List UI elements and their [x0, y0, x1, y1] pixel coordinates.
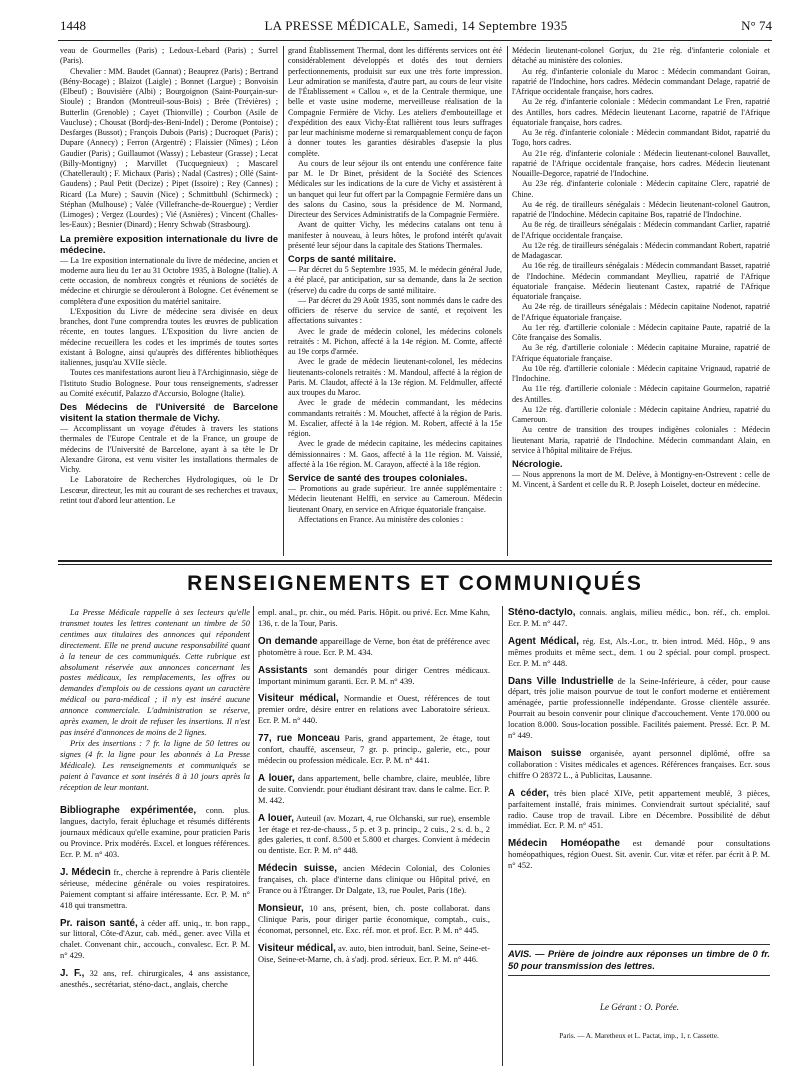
section-heading: Des Médecins de l'Université de Barcelone visitent la station thermale de Vichy.: [60, 402, 278, 423]
ad-keyword: Monsieur,: [258, 902, 304, 914]
paragraph: Au 12e rég. de tirailleurs sénégalais : Médecin commandant Robert, rapatrié de Madagascar.: [512, 240, 770, 260]
notice-paragraph: Prix des insertions : 7 fr. la ligne de 50 lettres ou signes (4 fr. la ligne pour les abonnés à La Presse Médicale). Les renseignements et communiqués se paient à l'avance et sont insérés 8 à 10 jours après la réception de leur montant.: [60, 738, 250, 792]
paragraph: — Accomplissant un voyage d'études à travers les stations thermales de l'Europe Centrale et de la France, un groupe de médecins de l'Université de Barcelone, ayant à sa tête le Dr Alexandre Girona, est venu visiter les installations thermales de Vichy.: [60, 424, 278, 474]
ad-keyword: Médecin Homéopathe: [508, 838, 620, 850]
ad-keyword: Médecin suisse,: [258, 863, 338, 875]
ad-text: 10 ans, présent, bien, ch. poste collaborat. dans Clinique Paris, pour diriger partie économique, comptab., cuis., économat, personnel, etc. Exc. réf. mor. et prof. Ecr. P. M. n° 445.: [258, 903, 490, 935]
paragraph: Au 4e rég. de tirailleurs sénégalais : Médecin lieutenant-colonel Gautron, rapatrié de l'Indochine. Médecin capitaine Bos, rapatrié de l'Indochine.: [512, 199, 770, 219]
page-number: 1448: [60, 18, 86, 33]
paragraph: Chevalier : MM. Baudet (Gannat) ; Beauprez (Paris) ; Bertrand (Bény-Bocage) ; Blaizot (Laigle) ; Bonnet (Largue) ; Bonvoisin (Elbeuf) ; Bouvisière (Albi) ; Bourgoignon (Saint-Pourçain-sur-Sioule) ; Brandon (Montreuil-sous-Bois) ; Brée (Trévières) ; Butterlin (Grenoble) ; Cayet (Thionville) ; Courbon (Asile de Vaucluse) ; Chousat (Bordj-des-Beni-Indel) ; Derome (Pontoise) ; Desfarges (Bussot) ; François Dubois (Paris) ; Ducroquet (Paris) ; Dupare (Annecy) ; Ferron (Argentré) ; Flaissier (Nîmes) ; Léon Gaudier (Paris) ; Guillaumot (Wassy) ; Lebasteur (Grasse) ; Lecat (Billy-Montigny) ; Marvillet (Tucquegnieux) ; Mascarel (Chatellerault) ; F. Michaux (Paris) ; Nadal (Castres) ; Ollé (Saint-Gaudens) ; Paul Petit (Decize) ; Pipet (Issoire) ; Rey (Cannes) ; Ricard (La Mure) ; Sauvin (Nice) ; Schmittbuhl (Schirmeck) ; Stéphan (Mulhouse) ; Valée (Villefranche-de-Rouergue) ; Verdier (Limoges) ; Vergez (Lourdes) ; Vié (Asnières) ; Vincent (Challes-les-Eaux) ; Besnier (Dinard) ; Henry Schwab (Strasbourg).: [60, 66, 278, 230]
section-heading: Corps de santé militaire.: [288, 254, 396, 264]
classified-ad: [258, 774, 490, 807]
ad-text: connais. anglais, milieu médic., bon. réf., ch. emploi. Ecr. P. M. n° 447.: [508, 608, 770, 628]
paragraph: Au 24e rég. de tirailleurs sénégalais : Médecin capitaine Nodenot, rapatrié de l'Afrique équatoriale française.: [512, 302, 770, 322]
paragraph: — Par décret du 5 Septembre 1935, M. le médecin général Jude, a été placé, par anticipation, sur sa demande, dans la 2e section (réserve) du cadre du corps de santé militaire.: [288, 265, 502, 295]
ads-column-2: [258, 608, 490, 1068]
ad-keyword: On demande: [258, 635, 318, 647]
paragraph: Au 11e rég. d'artillerie coloniale : Médecin capitaine Gourmelon, rapatrié des Antilles.: [512, 384, 770, 404]
ad-text: Normandie et Ouest, références de tout premier ordre, désire entrer en relations avec Laboratoire sérieux. Ecr. P. M. n° 440.: [258, 694, 490, 726]
paragraph: Au 21e rég. d'infanterie coloniale : Médecin lieutenant-colonel Bauvallet, rapatrié de l'Afrique occidentale française, hors cadres. Médecin lieutenant Nouaille-Degorce, rapatrié de l'Indochine.: [512, 148, 770, 178]
paragraph: veau de Gourmelles (Paris) ; Ledoux-Lebard (Paris) ; Surrel (Paris).: [60, 46, 278, 66]
classified-ad: [258, 944, 490, 966]
printer-line: Paris. — A. Maretheux et L. Pactat, imp., 1, r. Cassette.: [559, 1032, 719, 1040]
section-banner: RENSEIGNEMENTS ET COMMUNIQUÉS: [187, 572, 643, 595]
paragraph: — La 1re exposition internationale du livre de médecine, ancien et moderne aura lieu du 1er au 31 Octobre 1935, à Bologne (Italie). A cette occasion, de nombreux congrès et réunions de sociétés de médecine et chirurgie se dérouleront à Bologne. Cet événement se complétera d'une exposition du matériel sanitaire.: [60, 255, 278, 306]
ad-keyword: Sténo-dactylo,: [508, 608, 576, 618]
section-heading: La première exposition internationale du livre de médecine.: [60, 233, 278, 255]
classified-ad: [508, 749, 770, 782]
ad-keyword: A céder,: [508, 787, 549, 799]
paragraph: — Nous apprenons la mort de M. Delève, à Montigny-en-Ostrevent : celle de M. Vincent, à Sardent et celle du R. P. Joseph Loiselet, docteur en médecine.: [512, 470, 770, 490]
section-heading: Service de santé des troupes coloniales.: [288, 473, 468, 483]
ad-text: sont demandés pour diriger Centres médicaux. Important minimum garanti. Ecr. P. M. n° 439.: [258, 665, 490, 686]
paragraph: L'Exposition du Livre de médecine sera divisée en deux branches, dont l'une comprendra toutes les œuvres de publication récente, en toutes langues. L'Exposition du livre ancien de médecine recueillera les codes et les imprimés de toutes sortes existant à Bologne, ainsi qu'auprès des différentes bibliothèques italiennes, jusqu'au XVIIe siècle.: [60, 306, 278, 367]
ad-text: à céder aff. uniq., tr. bon rapp., sur littoral, Côte-d'Azur, cab. méd., gener. avec Villa et chalet. Convenant chir., accouch., convalesc. Ecr. P. M. n° 429.: [60, 918, 250, 961]
classified-ad: [60, 969, 250, 991]
ad-text: appareillage de Verne, bon état de préférence avec photomètre à roue. Ecr. P. M. 434.: [258, 636, 490, 657]
paragraph: — Promotions au grade supérieur. 1re année supplémentaire : Médecin lieutenant Helffi, en service au Cameroun. Médecin lieutenant Onary, en service en Afrique équatoriale française.: [288, 484, 502, 514]
classified-ad: [508, 608, 770, 630]
classified-ad: [508, 789, 770, 833]
classified-ad: [508, 839, 770, 872]
paragraph: Au rég. d'infanterie coloniale du Maroc : Médecin commandant Goiran, rapatrié de l'Indochine, hors cadres. Médecin commandant Delage, rapatrié de l'Afrique occidentale française, hors cadres.: [512, 66, 770, 96]
article-column-1: [60, 46, 278, 556]
paragraph: Avant de quitter Vichy, les médecins catalans ont tenu à manifester à nouveau, à leurs hôtes, le profond intérêt qu'avait présenté leur séjour dans la capitale des Stations Thermales.: [288, 220, 502, 250]
ad-text: Paris, grand appartement, 2e étage, tout confort, chauffé, ascenseur, 7 gr. p. princip., galerie, etc., pour médecin ou profession médicale. Ecr. P. M. n° 441.: [258, 734, 490, 765]
classified-ad: [258, 637, 490, 659]
classified-ad: [258, 608, 490, 630]
paragraph: Affectations en France. Au ministère des colonies :: [298, 514, 464, 524]
ad-text: Auteuil (av. Mozart, 4, rue Olchanski, sur rue), ensemble 1er étage et rez-de-chauss., 5 p. et 3 p. princip., 2 cuis., 2 s. d. b., 2 gdes galeries, tt conf. 8.500 et 5.800 et charges. Convient à médecin ou dentiste. Ecr. P. M. n° 448.: [258, 813, 490, 856]
header-rule: [58, 40, 772, 41]
paragraph: Au 1er rég. d'artillerie coloniale : Médecin capitaine Paute, rapatrié de la Côte française des Somalis.: [512, 322, 770, 342]
section-rule: [58, 564, 772, 565]
ad-keyword: 77, rue Monceau: [258, 733, 340, 745]
ad-keyword: Assistants: [258, 664, 308, 676]
ad-keyword: Agent Médical,: [508, 635, 579, 647]
ad-keyword: Pr. raison santé,: [60, 917, 138, 929]
ad-text: fr., cherche à reprendre à Paris clientèle sérieuse, médecine générale ou voies respiratoires. Paiement comptant si affaire intéressante. Ecr. P. M. n° 418 qui transmettra.: [60, 867, 250, 910]
article-column-3: [512, 46, 770, 556]
ad-keyword: J. F.,: [60, 968, 85, 980]
ad-text: av. auto, bien introduit, banl. Seine, Seine-et-Oise, Seine-et-Marne, ch. à s'adj. prod. sérieux. Ecr. P. M. n° 446.: [258, 943, 490, 964]
paragraph: Au 3e rég. d'artillerie coloniale : Médecin capitaine Muraine, rapatrié de l'Afrique équatoriale française.: [512, 343, 770, 363]
classified-ad: [508, 677, 770, 742]
gerant-signature: Le Gérant : O. Porée.: [600, 1002, 679, 1012]
paragraph: Au centre de transition des troupes indigènes coloniales : Médecin lieutenant Maria, rapatrié de l'Indochine. Médecin commandant Alain, en service à l'hôpital militaire de Fréjus.: [512, 425, 770, 455]
paragraph: Médecin lieutenant-colonel Gorjux, du 21e rég. d'infanterie coloniale et détaché au ministère des colonies.: [512, 46, 770, 66]
paragraph: Toutes ces manifestations auront lieu à l'Archiginnasio, siège de l'Istituto Studio Bolognese. Pour tous renseignements, s'adresser au Comité exécutif, Palazzo d'Accursio, Bologne (Italie).: [60, 368, 278, 398]
avis-notice: AVIS. — Prière de joindre aux réponses un timbre de 0 fr. 50 pour transmission des lettres.: [508, 944, 770, 976]
paragraph: Au 12e rég. d'artillerie coloniale : Médecin capitaine Andrieu, rapatrié du Cameroun.: [512, 404, 770, 424]
ad-keyword: Visiteur médical,: [258, 942, 336, 954]
paragraph: Au 2e rég. d'infanterie coloniale : Médecin commandant Le Fren, rapatrié des Antilles, hors cadres. Médecin lieutenant Lacorne, rapatrié de l'Afrique équatoriale française, hors cadres.: [512, 97, 770, 127]
classified-ad: [258, 666, 490, 688]
ad-text: 32 ans, ref. chirurgicales, 4 ans assistance, anesthés., secrétariat, sténo-dact., anglais, cherche: [60, 969, 250, 990]
ad-keyword: A louer,: [258, 812, 294, 824]
paragraph: — Par décret du 29 Août 1935, sont nommés dans le cadre des officiers de réserve du service de santé, et reçoivent les affectations suivantes :: [288, 295, 502, 326]
classified-ad: [258, 734, 490, 767]
ad-text: conn. plus. langues, dactylo, ferait épluchage et résumés différents journaux médicaux qu'elle examine, pour praticien Paris ou Province. Prix modérés. Excel. et longues références. Ecr. P. M. n° 403.: [60, 806, 250, 860]
paragraph: Au cours de leur séjour ils ont entendu une conférence faite par M. le Dr Binet, président de la Société des Sciences Médicales sur les indications de la cure de Vichy et assistèrent à un banquet qui leur fut offert par la Compagnie Fermière dans un des salons du Casino, sous la présidence de M. Normand, Directeur des Services Administratifs de la Compagnie Fermière.: [288, 158, 502, 219]
ad-text: de la Seine-Inférieure, à céder, pour cause départ, très jolie maison pourvue de tout le confort moderne et entièrement aménagée, partie professionnelle indépendante. Grosse clientèle assurée. Pourrait au besoin convenir pour clinique d'accouchement. Vente 170.000 ou location 8.000. Sous-location possible. Facilités paiement. Pressé. Ecr. P. M. n° 449.: [508, 676, 770, 741]
page-header: [60, 18, 772, 38]
paragraph: Avec le grade de médecin colonel, les médecins colonels retraités : M. Pichon, affecté à la 14e région. M. Comte, affecté au 19e corps d'armée.: [288, 326, 502, 356]
ad-keyword: Dans Ville Industrielle: [508, 675, 614, 687]
column-divider: [253, 606, 254, 1066]
paragraph: Au 8e rég. de tirailleurs sénégalais : Médecin commandant Carlier, rapatrié de l'Afrique occidentale française.: [512, 220, 770, 240]
notice-paragraph: La Presse Médicale rappelle à ses lecteurs qu'elle transmet toutes les lettres contenant un timbre de 50 centimes aux titulaires des annonces qui répondent directement. Elle ne prend aucune responsabilité quant à la teneur de ces communiqués. Cette rubrique est absolument réservée aux annonces concernant les postes médicaux, les remplacements, les offres ou demandes d'emplois ou de cessions ayant un caractère médical ou para-médical ; il n'y est inséré aucune annonce commerciale. L'administration se réserve, après examen, le droit de refuser les insertions. Il n'est pas inséré d'annonces de moins de 2 lignes.: [60, 608, 250, 737]
classified-ad: [258, 694, 490, 727]
paragraph: Avec le grade de médecin commandant, les médecins commandants retraités : M. Mouchet, affecté à la région de Paris. M. Escalier, affecté à la 14e région. M. Robert, affecté à la 15e région.: [288, 398, 502, 438]
ad-keyword: A louer,: [258, 772, 295, 784]
paragraph: Avec le grade de médecin capitaine, les médecins capitaines démissionnaires : M. Gaos, affecté à la 11e région. M. Vaissié, affecté à la 16e région. M. Carayon, affecté à la 18e région.: [288, 439, 502, 469]
section-heading: Nécrologie.: [512, 459, 563, 469]
ad-text: ancien Médecin Colonial, des Colonies françaises, ch. place d'interne dans clinique ou Hôpital privé, en France ou à l'Étranger. Dr Dalgate, 13, rue Poulet, Paris (18e).: [258, 864, 490, 896]
ad-text: empl. anal., pr. chir., ou méd. Paris. Hôpit. ou privé. Ecr. Mme Kahn, 136, r. de la Tour, Paris.: [258, 608, 490, 628]
ad-text: dans appartement, belle chambre, claire, meublée, libre de suite. Conviendr. pour étudiant désirant trav. dans le calme. Ecr. P. M. 442.: [258, 773, 490, 805]
ad-keyword: Bibliographe expérimentée,: [60, 805, 197, 817]
ad-keyword: J. Médecin: [60, 866, 111, 878]
paragraph: Au 3e rég. d'infanterie coloniale : Médecin commandant Bidot, rapatrié du Togo, hors cadres.: [512, 128, 770, 148]
column-divider: [502, 606, 503, 1066]
classified-ad: [60, 919, 250, 963]
ad-text: est demandé pour consultations homéopathiques, région Ouest. Sit. avenir. Cur. vitæ et réfer. par écrit à P. M. n° 452.: [508, 839, 770, 871]
paragraph: Au 16e rég. de tirailleurs sénégalais : Médecin commandant Basset, rapatrié de l'Indochine. Médecin commandant Meyllieu, rapatrié de l'Afrique équatoriale française. Médecin lieutenant Castex, rapatrié de l'Afrique équatoriale française.: [512, 261, 770, 301]
ad-keyword: Maison suisse: [508, 747, 582, 759]
column-divider: [283, 46, 284, 556]
paragraph: Au 10e rég. d'artillerie coloniale : Médecin capitaine Vrignaud, rapatrié de l'Indochine.: [512, 363, 770, 383]
classified-ad: [60, 868, 250, 912]
classified-ad: [258, 864, 490, 897]
paragraph: Avec le grade de médecin lieutenant-colonel, les médecins lieutenants-colonels retraités : M. Mandoul, affecté à la région de Paris. M. Claudot, affecté à la 13e région. M. Feldmuller, affecté aux troupes du Maroc.: [288, 357, 502, 397]
classified-ad: [60, 806, 250, 861]
ad-text: organisée, ayant personnel diplômé, offre sa collaboration : Visites médicales et agences. Références françaises. Ecr. sous chiffre O 28372 L., à Publicitas, Lausanne.: [508, 748, 770, 780]
classified-ad: [258, 814, 490, 858]
article-column-2: [288, 46, 502, 556]
ad-keyword: Visiteur médical,: [258, 693, 339, 705]
ad-text: rég. Est, Als.-Lor., tr. bien introd. Méd. Hôp., 9 ans mêmes produits et même sect., dem. 1 ou 2 spécial. pour compl. prospect. Ecr. P. M. n° 448.: [508, 636, 770, 668]
column-divider: [507, 46, 508, 556]
journal-title: LA PRESSE MÉDICALE, Samedi, 14 Septembre 1935: [264, 18, 568, 33]
paragraph: grand Établissement Thermal, dont les différents services ont été considérablement développés et dotés des tout derniers perfectionnements, produisit sur eux une très forte impression. Leur admiration se manifesta, d'autre part, au cours de leur visite de l'Établissement « Callou », et de la Centrale thermique, une belle et vaste usine moderne, merveilleuse réalisation de la Compagnie Fermière de Vichy. Les ateliers d'embouteillage et d'expédition des eaux Vichy-État rallièrent tous leurs suffrages par leur machinisme moderne si remarquablement conçu de façon à donner toutes les garanties désirables d'asepsie la plus complète.: [288, 46, 502, 158]
paragraph: Le Laboratoire de Recherches Hydrologiques, où le Dr Lescœur, directeur, les mit au courant de ses recherches et travaux, retint tout d'abord leur attention. Le: [60, 475, 278, 505]
ads-column-1: [60, 608, 250, 1068]
classified-ad: [508, 637, 770, 670]
ads-column-3: [508, 608, 770, 938]
paragraph: Au 23e rég. d'infanterie coloniale : Médecin capitaine Clerc, rapatrié de Chine.: [512, 179, 770, 199]
issue-number: N° 74: [741, 18, 772, 33]
classified-ad: [258, 904, 490, 937]
section-rule: [58, 560, 772, 562]
ad-text: très bien placé XIVe, petit appartement meublé, 3 pièces, parfaitement installé, frais minimes. Conviendrait surtout spécialité, sauf radio. Cause trop de travail. Libre en Décembre. Possibilité de début immédiat. Ecr. P. M. n° 451.: [508, 788, 770, 831]
